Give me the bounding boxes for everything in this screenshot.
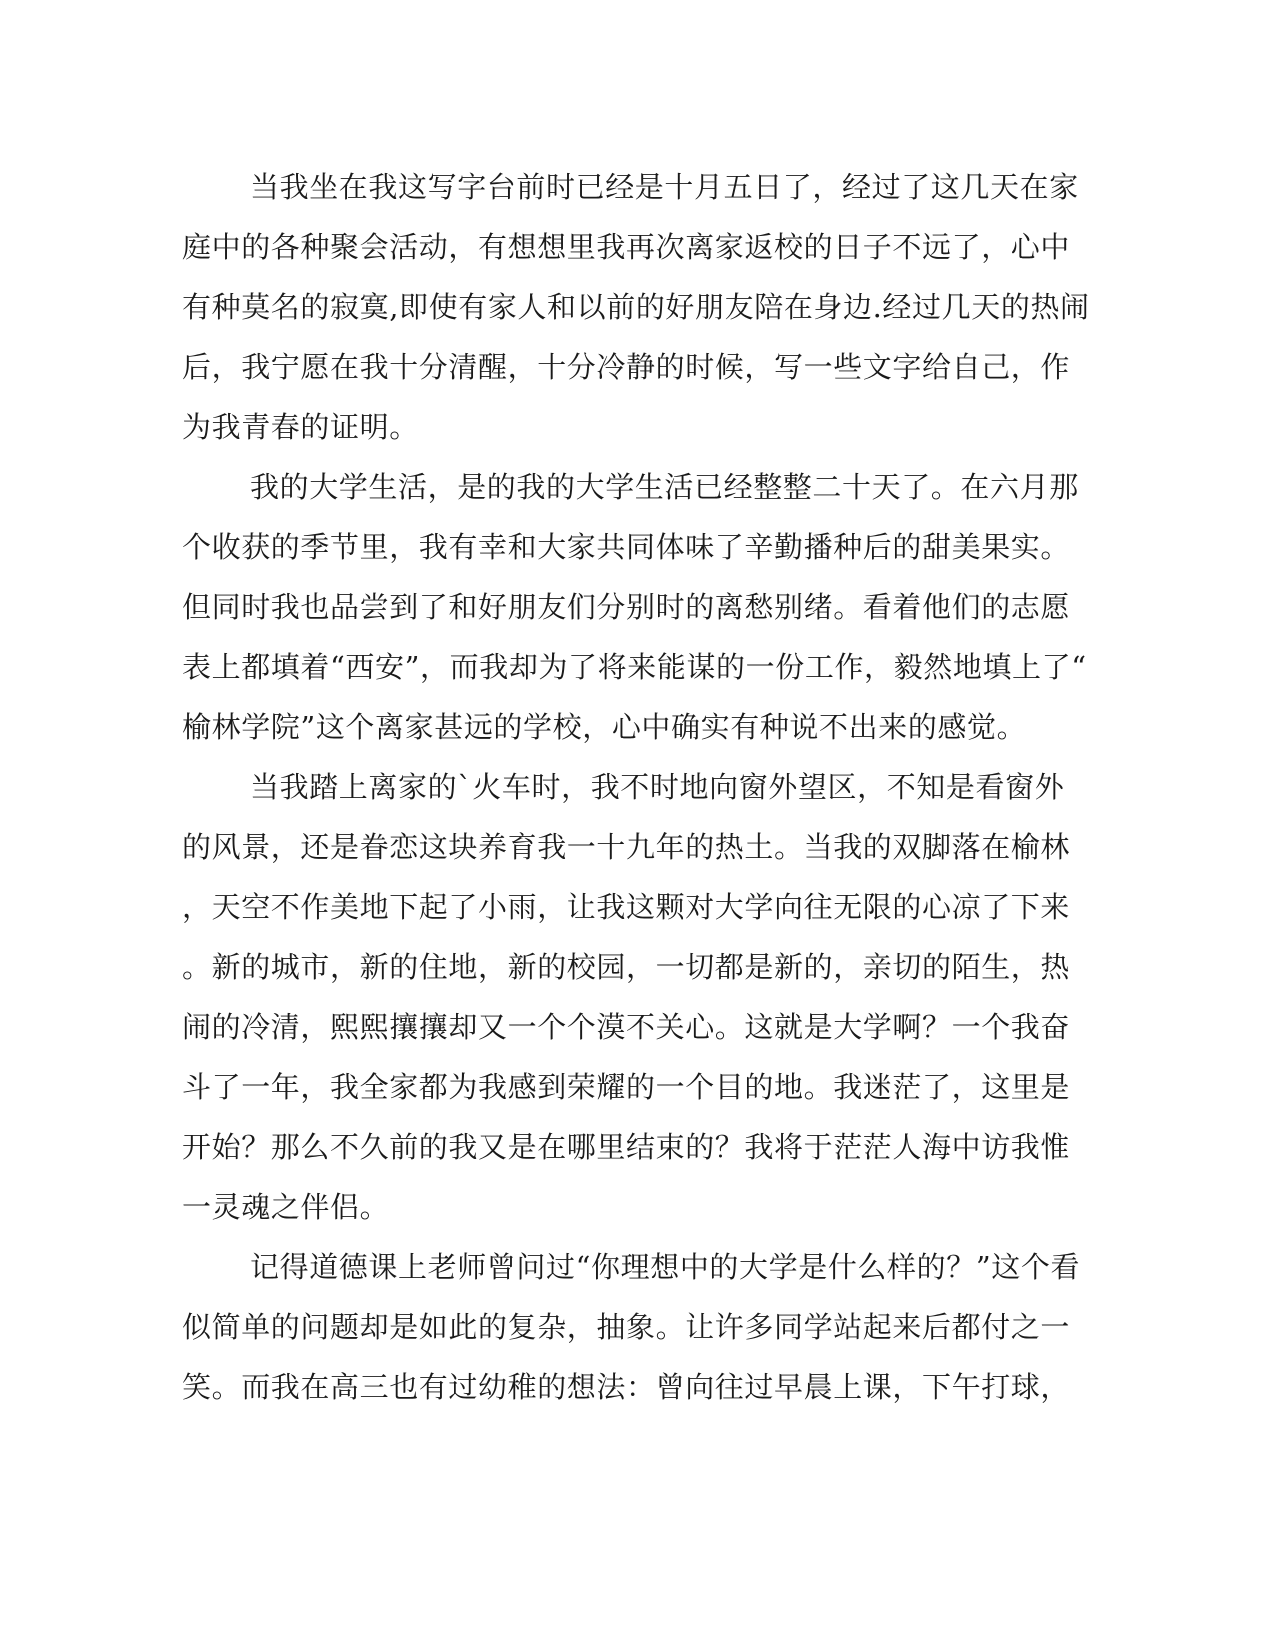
text-line: 榆林学院”这个离家甚远的学校，心中确实有种说不出来的感觉。 [182,710,1027,744]
text-line: 后，我宁愿在我十分清醒，十分冷静的时候，写一些文字给自己，作 [182,350,1071,384]
paragraph-4 [182,1237,1081,1417]
text-line: 笑。而我在高三也有过幼稚的想法：曾向往过早晨上课，下午打球， [182,1370,1071,1404]
text-line: 闹的冷清，熙熙攘攘却又一个个漠不关心。这就是大学啊？一个我奋 [182,1010,1071,1044]
document-body [182,157,1090,1417]
text-line: ，天空不作美地下起了小雨，让我这颗对大学向往无限的心凉了下来 [182,890,1071,924]
text-line: 有种莫名的寂寞,即使有家人和以前的好朋友陪在身边.经过几天的热闹 [182,290,1090,324]
text-line: 记得道德课上老师曾问过“你理想中的大学是什么样的？”这个看 [250,1250,1081,1284]
paragraph-1 [182,157,1090,457]
text-line: 个收获的季节里，我有幸和大家共同体味了辛勤播种后的甜美果实。 [182,530,1071,564]
text-line: 当我踏上离家的`火车时，我不时地向窗外望区，不知是看窗外 [250,770,1065,804]
text-line: 庭中的各种聚会活动，有想想里我再次离家返校的日子不远了，心中 [182,230,1071,264]
text-line: 为我青春的证明。 [182,410,419,444]
text-line: 但同时我也品尝到了和好朋友们分别时的离愁别绪。看着他们的志愿 [182,590,1071,624]
text-line: 。新的城市，新的住地，新的校园，一切都是新的，亲切的陌生，热 [182,950,1071,984]
text-line: 表上都填着“西安”，而我却为了将来能谋的一份工作，毅然地填上了“ [182,650,1087,684]
paragraph-3 [182,757,1071,1237]
text-line: 当我坐在我这写字台前时已经是十月五日了，经过了这几天在家 [250,170,1079,204]
text-line: 的风景，还是眷恋这块养育我一十九年的热土。当我的双脚落在榆林 [182,830,1071,864]
text-line: 开始？那么不久前的我又是在哪里结束的？我将于茫茫人海中访我惟 [182,1130,1071,1164]
text-line: 我的大学生活，是的我的大学生活已经整整二十天了。在六月那 [250,470,1079,504]
text-line: 似简单的问题却是如此的复杂，抽象。让许多同学站起来后都付之一 [182,1310,1071,1344]
paragraph-2 [182,457,1087,757]
text-line: 一灵魂之伴侣。 [182,1190,390,1224]
text-line: 斗了一年，我全家都为我感到荣耀的一个目的地。我迷茫了，这里是 [182,1070,1071,1104]
